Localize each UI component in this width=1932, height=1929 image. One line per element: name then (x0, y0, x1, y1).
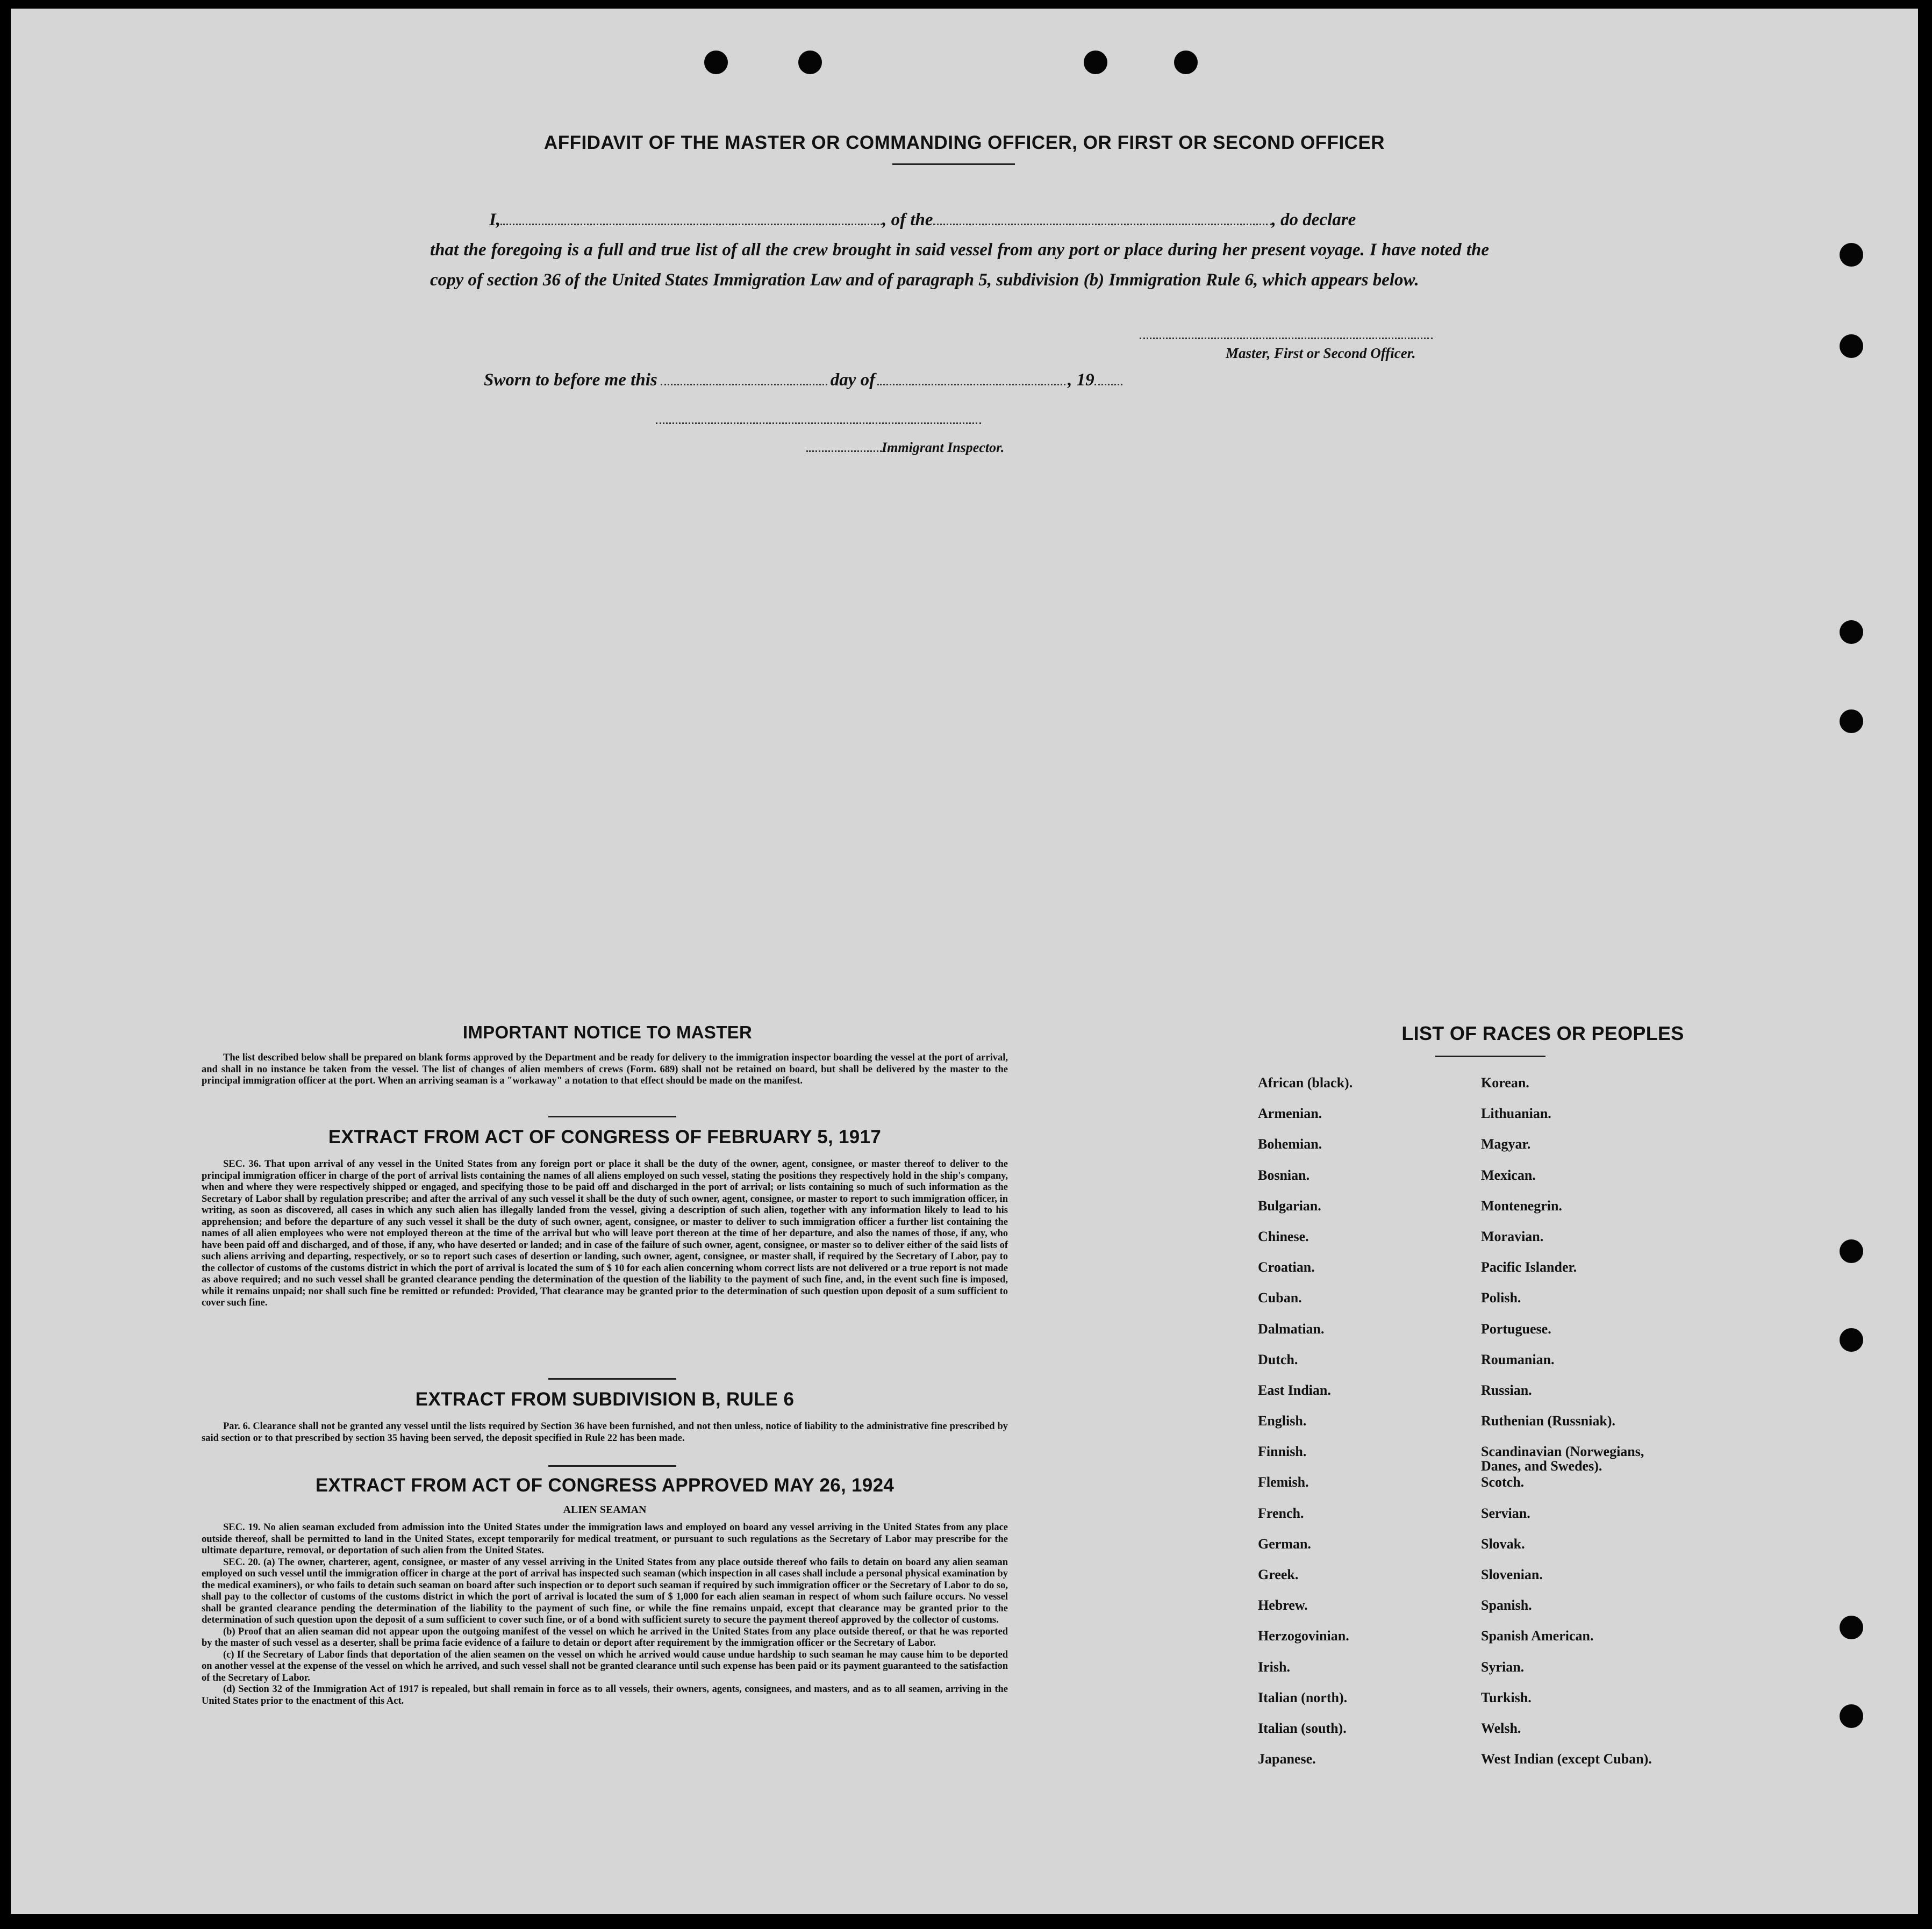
race-item: Moravian. (1481, 1228, 1544, 1244)
rule6-body (202, 1421, 1008, 1444)
extract-1924-title: EXTRACT FROM ACT OF CONGRESS APPROVED MAY 26, 1924 (315, 1475, 895, 1496)
section-rule (548, 1378, 676, 1380)
sec-20a-paragraph: SEC. 20. (a) The owner, charterer, agent, consignee, or master of any vessel arriving in the United States from any place outside thereof who fails to detain on board any alien seaman employed on such vessel until the immigration officer in charge at the port of arrival has inspected such seaman (which inspection in all cases shall include a personal physical examination by the medical examiners), or who fails to detain such seaman on board after such inspection or to deport such seaman if required by such immigration officer or the Secretary of Labor to do so, shall pay to the collector of customs of the customs district in which the port of arrival is located the sum of $ 1,000 for each alien seaman in respect of whom such failure occurs. No vessel shall be granted clearance pending the determination of the liability to the payment of such fine, or while the fine remains unpaid, except that clearance may be granted prior to the determination of such question upon the deposit of a sum sufficient to cover such fine, or of a bond with sufficient surety to secure the payment thereof approved by the collector of customs. (202, 1557, 1008, 1625)
punch-hole (1840, 709, 1863, 733)
race-item: Irish. (1258, 1659, 1290, 1675)
race-item: Scotch. (1481, 1474, 1525, 1490)
race-item: Bosnian. (1258, 1167, 1310, 1183)
document-page (11, 9, 1918, 1914)
race-item: Italian (north). (1258, 1689, 1348, 1705)
race-item: Armenian. (1258, 1106, 1322, 1122)
race-item: Italian (south). (1258, 1720, 1347, 1736)
race-item: Polish. (1481, 1290, 1521, 1306)
punch-hole (1840, 1239, 1863, 1263)
extract-1924-subtitle: ALIEN SEAMAN (563, 1504, 647, 1516)
punch-hole (1174, 51, 1198, 74)
race-item: Scandinavian (Norwegians, Danes, and Swedes). (1481, 1444, 1644, 1474)
title-rule (892, 163, 1015, 165)
race-item: Ruthenian (Russniak). (1481, 1413, 1615, 1429)
sworn-year-field (1094, 368, 1122, 385)
race-item: Bulgarian. (1258, 1197, 1321, 1214)
race-item: Japanese. (1258, 1751, 1316, 1767)
declaration-line (430, 205, 1489, 235)
inspector-field (806, 439, 882, 452)
vessel-prefix: , of the (882, 210, 933, 230)
races-title-rule (1435, 1056, 1545, 1057)
notice-body (202, 1052, 1008, 1087)
race-item: Dalmatian. (1258, 1321, 1325, 1337)
race-item: Bohemian. (1258, 1136, 1322, 1152)
declare-text: , do declare (1271, 210, 1356, 230)
extract-1917-body (202, 1159, 1008, 1309)
inspector-line (806, 439, 1004, 456)
race-item: Russian. (1481, 1382, 1532, 1398)
master-signature-line (1140, 338, 1433, 339)
race-item: Turkish. (1481, 1689, 1532, 1705)
race-item: Hebrew. (1258, 1597, 1308, 1614)
sworn-year-label: , 19 (1068, 370, 1094, 390)
race-item: Cuban. (1258, 1290, 1302, 1306)
races-list (1258, 1075, 1742, 1782)
affidavit-title: AFFIDAVIT OF THE MASTER OR COMMANDING OFFICER, OR FIRST OR SECOND OFFICER (543, 132, 1385, 153)
race-item: Greek. (1258, 1567, 1299, 1582)
race-item: Welsh. (1481, 1720, 1521, 1736)
race-item: Servian. (1481, 1505, 1530, 1521)
race-item: East Indian. (1258, 1382, 1331, 1398)
race-item: Montenegrin. (1481, 1197, 1562, 1214)
race-item: Spanish. (1481, 1597, 1532, 1614)
race-item: Slovak. (1481, 1536, 1525, 1552)
punch-hole (798, 51, 822, 74)
sec-20d-paragraph: (d) Section 32 of the Immigration Act of 1917 is repealed, but shall remain in force as to all vessels, their owners, agents, consignees, and masters, and as to all seamen, arriving in the United States prior to the enactment of this Act. (202, 1684, 1008, 1706)
punch-hole (1840, 1328, 1863, 1352)
punch-hole (1840, 1704, 1863, 1728)
sworn-day-field (661, 368, 827, 385)
sec-20b-paragraph: (b) Proof that an alien seaman did not appear upon the outgoing manifest of the vessel on which he arrived in the United States from any place outside thereof, or that he was reported by the master of such vessel as a deserter, shall be prima facie evidence of a failure to detain or deport after requirement by the immigration officer or the Secretary of Labor. (202, 1626, 1008, 1648)
inspector-signature-line (656, 422, 981, 424)
punch-hole (1840, 334, 1863, 358)
rule6-title: EXTRACT FROM SUBDIVISION B, RULE 6 (415, 1389, 795, 1410)
notice-paragraph: The list described below shall be prepared on blank forms approved by the Department and be ready for delivery to the immigration inspector boarding the vessel at the port of arrival, and shall in no instance be taken from the vessel. The list of changes of alien members of crews (Form. 689) shall not be retained on board, but shall be delivered by the master to the principal immigration officer at the port. When an arriving seaman is a "workaway" a notation to that effect should be made on the manifest. (202, 1052, 1008, 1086)
race-item: German. (1258, 1536, 1311, 1552)
extract-1917-title: EXTRACT FROM ACT OF CONGRESS OF FEBRUARY 5, 1917 (328, 1127, 882, 1148)
race-item: Spanish American. (1481, 1628, 1594, 1644)
race-item: Pacific Islander. (1481, 1259, 1577, 1275)
inspector-label: Immigrant Inspector. (882, 440, 1005, 455)
sec-20c-paragraph: (c) If the Secretary of Labor finds that deportation of the alien seamen on the vessel on which he arrived would cause undue hardship to such seaman he may cause him to be deported on another vessel at the expense of the vessel on which he arrived, and such vessel shall not be granted clearance until such expense has been paid or its payment guaranteed to the satisfaction of the Secretary of Labor. (202, 1649, 1008, 1683)
punch-hole (1840, 1616, 1863, 1639)
race-item: Magyar. (1481, 1136, 1531, 1152)
declarant-name-field (500, 207, 882, 225)
race-item: Croatian. (1258, 1259, 1315, 1275)
sec-36-paragraph: SEC. 36. That upon arrival of any vessel in the United States from any foreign port or place it shall be the duty of the owner, agent, consignee, or master thereof to deliver to the principal immigration officer in charge of the port of arrival lists containing the names of all aliens employed on such vessel, stating the positions they respectively hold in the ship's company, when and where they were respectively shipped or engaged, and specifying those to be paid off and discharged in the port of arrival; or lists containing so much of such information as the Secretary of Labor shall by regulation prescribe; and after the arrival of any such vessel it shall be the duty of such owner, agent, consignee, or master to report to such immigration officer, in writing, as soon as discovered, all cases in which any such alien has illegally landed from the vessel, giving a description of such alien, together with any information likely to lead to his apprehension; and before the departure of any such vessel it shall be the duty of such owner, agent, consignee, or master to deliver to such immigration officer a further list containing the names of all alien employees who were not employed thereon at the time of the arrival but who will leave port thereon at the time of her departure, and also the names of those, if any, who have been paid off and discharged, and of those, if any, who have deserted or landed; and in case of the failure of such owner, agent, consignee, or master so to deliver either of the said lists of such aliens arriving and departing, respectively, or so to report such cases of desertion or landing, such owner, agent, consignee, or master shall, if required by the Secretary of Labor, pay to the collector of customs of the customs district in which the port of arrival is located the sum of $ 10 for each alien concerning whom correct lists are not delivered or a true report is not made as above required; and no such vessel shall be granted clearance pending the determination of the question of the liability to the payment of such fine, and, in the event such fine is imposed, while it remains unpaid; nor shall such fine be remitted or refunded: Provided, That clearance may be granted prior to the determination of such question upon deposit of a sum sufficient to cover such fine. (202, 1159, 1008, 1308)
sworn-label: Sworn to before me this (484, 370, 657, 390)
punch-hole (1840, 620, 1863, 644)
race-item: West Indian (except Cuban). (1481, 1751, 1652, 1767)
sec-19-paragraph: SEC. 19. No alien seaman excluded from admission into the United States under the immigration laws and employed on board any vessel arriving in the United States from any place outside thereof, shall be permitted to land in the United States, except temporarily for medical treatment, or pursuant to such regulations as the Secretary of Labor may prescribe for the ultimate departure, removal, or deportation of such alien from the United States. (202, 1522, 1008, 1556)
punch-hole (1084, 51, 1107, 74)
race-item: Portuguese. (1481, 1321, 1551, 1337)
punch-hole (1840, 243, 1863, 267)
race-item: Korean. (1481, 1075, 1529, 1091)
race-item: Flemish. (1258, 1474, 1309, 1490)
master-label: Master, First or Second Officer. (1226, 345, 1416, 361)
race-item: French. (1258, 1505, 1304, 1521)
race-item: Mexican. (1481, 1167, 1536, 1183)
race-item: Dutch. (1258, 1351, 1298, 1367)
race-item: Roumanian. (1481, 1351, 1555, 1367)
notice-title: IMPORTANT NOTICE TO MASTER (462, 1022, 753, 1042)
race-item: African (black). (1258, 1075, 1353, 1091)
race-item: Herzogovinian. (1258, 1628, 1349, 1644)
race-item: Syrian. (1481, 1659, 1525, 1675)
races-title: LIST OF RACES OR PEOPLES (1401, 1022, 1684, 1044)
race-item: English. (1258, 1413, 1307, 1429)
sworn-month-label: day of (830, 370, 876, 390)
race-item: Slovenian. (1481, 1567, 1543, 1582)
race-item: Lithuanian. (1481, 1106, 1551, 1122)
declaration-text: that the foregoing is a full and true list of all the crew brought in said vessel from any port or place during her present voyage. I have noted the copy of section 36 of the United States Immigration Law and of paragraph 5, subdivision (b) Immigration Rule 6, which appears below. (430, 240, 1489, 290)
race-item: Finnish. (1258, 1444, 1307, 1460)
race-item: Chinese. (1258, 1228, 1309, 1244)
punch-hole (704, 51, 728, 74)
affidavit-body (430, 205, 1489, 295)
declarant-prefix: I, (489, 210, 501, 230)
sworn-line (484, 368, 1122, 390)
par-6-paragraph: Par. 6. Clearance shall not be granted any vessel until the lists required by Section 36 have been furnished, and not then unless, notice of liability to the administrative fine prescribed by said section or to that prescribed by section 35 having been served, the deposit specified in Rule 22 has been made. (202, 1421, 1008, 1444)
sworn-month-field (877, 368, 1065, 385)
section-rule (548, 1116, 676, 1117)
vessel-name-field (933, 207, 1272, 225)
extract-1924-body (202, 1522, 1008, 1707)
section-rule (548, 1465, 676, 1467)
